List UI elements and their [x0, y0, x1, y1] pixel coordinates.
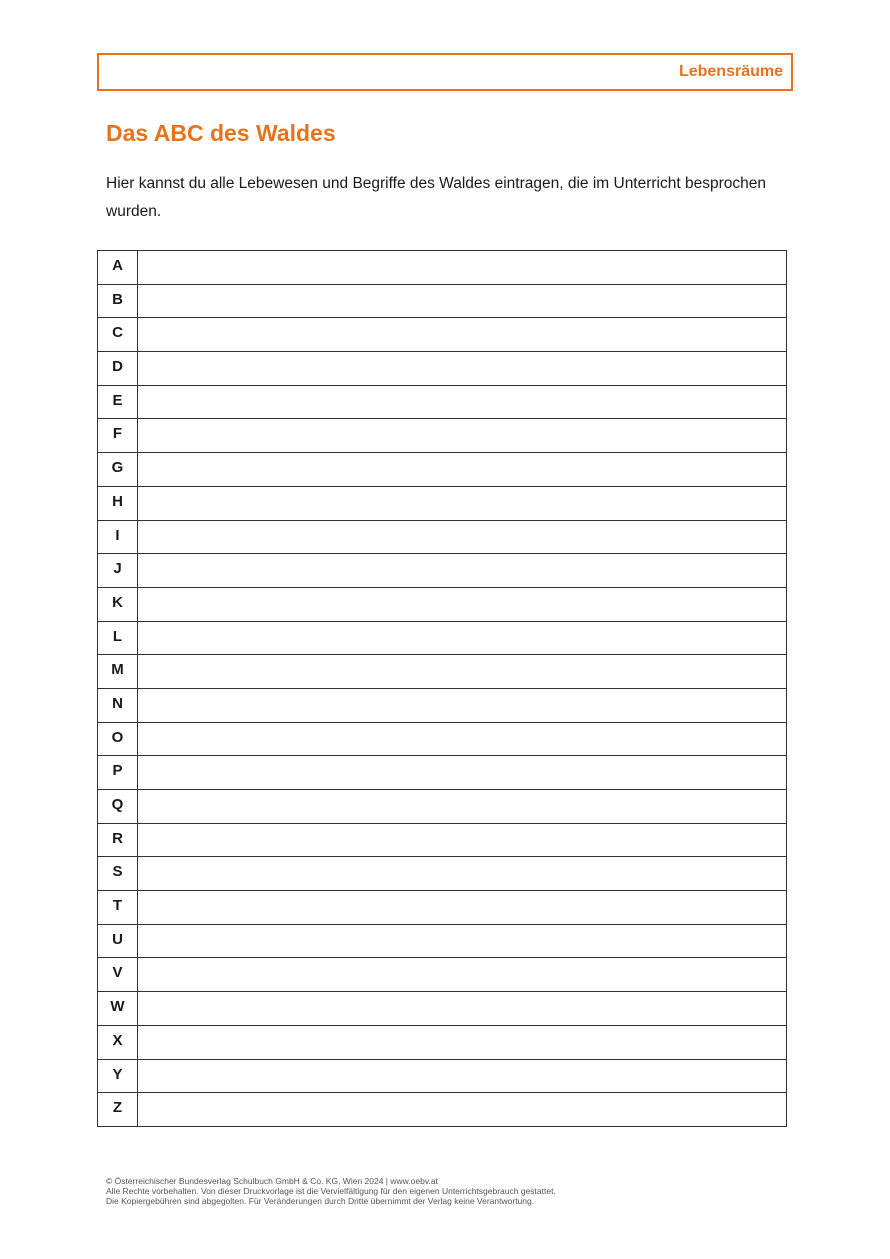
table-row	[98, 688, 787, 722]
entry-cell[interactable]	[138, 520, 787, 554]
row-letter: B	[98, 284, 138, 318]
row-letter: A	[98, 251, 138, 285]
entry-cell[interactable]	[138, 486, 787, 520]
entry-cell[interactable]	[138, 790, 787, 824]
table-row	[98, 520, 787, 554]
row-letter: G	[98, 453, 138, 487]
row-letter: D	[98, 352, 138, 386]
row-letter: P	[98, 756, 138, 790]
table-row	[98, 587, 787, 621]
page-title: Das ABC des Waldes	[106, 120, 336, 146]
entry-cell[interactable]	[138, 352, 787, 386]
section-label: Lebensräume	[678, 63, 783, 80]
table-row	[98, 1025, 787, 1059]
row-letter: H	[98, 486, 138, 520]
row-letter: X	[98, 1025, 138, 1059]
entry-cell[interactable]	[138, 891, 787, 925]
entry-cell[interactable]	[138, 554, 787, 588]
table-row	[98, 419, 787, 453]
table-row	[98, 655, 787, 689]
row-letter: F	[98, 419, 138, 453]
row-letter: Y	[98, 1059, 138, 1093]
entry-cell[interactable]	[138, 1093, 787, 1127]
table-row	[98, 891, 787, 925]
entry-cell[interactable]	[138, 722, 787, 756]
row-letter: S	[98, 857, 138, 891]
row-letter: E	[98, 385, 138, 419]
row-letter: W	[98, 992, 138, 1026]
table-row	[98, 823, 787, 857]
row-letter: Q	[98, 790, 138, 824]
entry-cell[interactable]	[138, 251, 787, 285]
entry-cell[interactable]	[138, 318, 787, 352]
footer-line-3: Die Kopiergebühren sind abgegolten. Für Veränderungen durch Dritte übernimmt der Verlag keine Verantwortung.	[106, 1196, 535, 1206]
entry-cell[interactable]	[138, 453, 787, 487]
table-row	[98, 385, 787, 419]
table-row	[98, 958, 787, 992]
row-letter: K	[98, 587, 138, 621]
entry-cell[interactable]	[138, 385, 787, 419]
intro-text: Hier kannst du alle Lebewesen und Begriffe des Waldes eintragen, die im Unterricht besprochen wurden.	[106, 175, 766, 220]
table-row	[98, 554, 787, 588]
row-letter: N	[98, 688, 138, 722]
table-row	[98, 722, 787, 756]
row-letter: V	[98, 958, 138, 992]
table-row	[98, 924, 787, 958]
entry-cell[interactable]	[138, 992, 787, 1026]
table-row	[98, 621, 787, 655]
copyright-footer	[106, 1176, 556, 1206]
row-letter: R	[98, 823, 138, 857]
table-row	[98, 992, 787, 1026]
entry-cell[interactable]	[138, 284, 787, 318]
table-row	[98, 284, 787, 318]
row-letter: M	[98, 655, 138, 689]
table-row	[98, 857, 787, 891]
row-letter: J	[98, 554, 138, 588]
row-letter: O	[98, 722, 138, 756]
table-row	[98, 1093, 787, 1127]
entry-cell[interactable]	[138, 924, 787, 958]
row-letter: I	[98, 520, 138, 554]
row-letter: L	[98, 621, 138, 655]
entry-cell[interactable]	[138, 756, 787, 790]
footer-line-1: © Österreichischer Bundesverlag Schulbuch GmbH & Co. KG, Wien 2024 | www.oebv.at	[106, 1176, 438, 1186]
entry-cell[interactable]	[138, 587, 787, 621]
entry-cell[interactable]	[138, 419, 787, 453]
table-row	[98, 453, 787, 487]
table-row	[98, 790, 787, 824]
row-letter: U	[98, 924, 138, 958]
table-row	[98, 251, 787, 285]
abc-table-body	[98, 251, 787, 1127]
row-letter: C	[98, 318, 138, 352]
entry-cell[interactable]	[138, 1059, 787, 1093]
abc-table	[97, 250, 787, 1127]
entry-cell[interactable]	[138, 688, 787, 722]
table-row	[98, 756, 787, 790]
header-box	[97, 53, 793, 91]
entry-cell[interactable]	[138, 1025, 787, 1059]
entry-cell[interactable]	[138, 958, 787, 992]
table-row	[98, 486, 787, 520]
entry-cell[interactable]	[138, 655, 787, 689]
table-row	[98, 318, 787, 352]
footer-line-2: Alle Rechte vorbehalten. Von dieser Druckvorlage ist die Vervielfältigung für den eigenen Unterrichtsgebrauch gestattet.	[106, 1186, 556, 1196]
row-letter: T	[98, 891, 138, 925]
entry-cell[interactable]	[138, 823, 787, 857]
entry-cell[interactable]	[138, 621, 787, 655]
table-row	[98, 1059, 787, 1093]
row-letter: Z	[98, 1093, 138, 1127]
table-row	[98, 352, 787, 386]
entry-cell[interactable]	[138, 857, 787, 891]
